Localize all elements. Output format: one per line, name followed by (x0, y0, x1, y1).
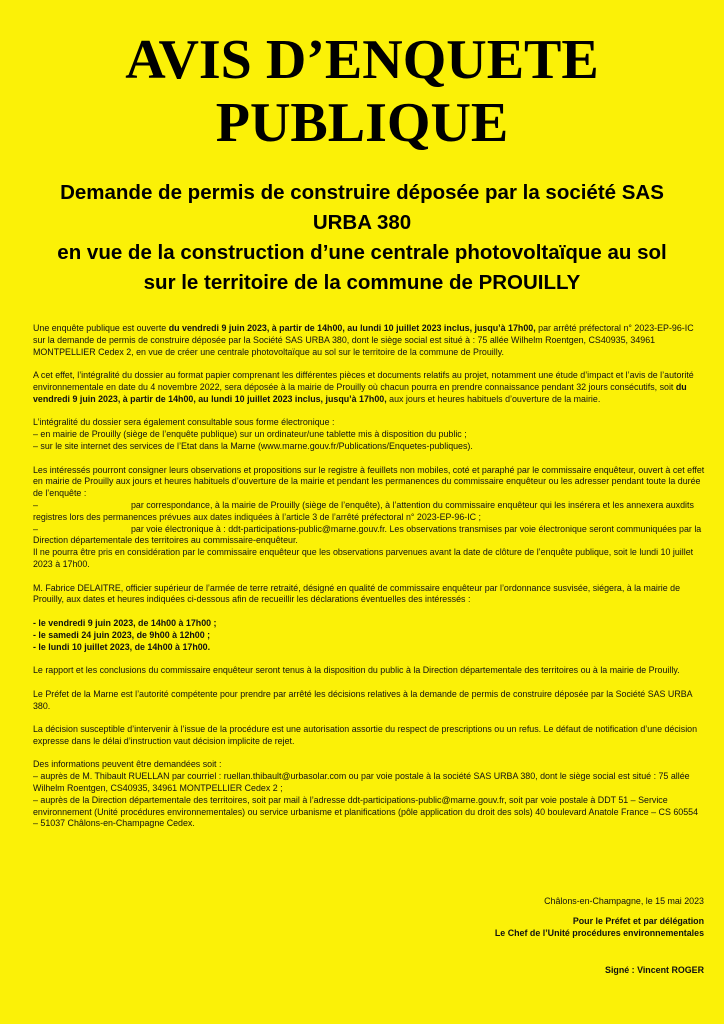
title-line-1: AVIS D’ENQUETE (125, 29, 599, 91)
paragraph-opening: Une enquête publique est ouverte du vendredi 9 juin 2023, à partir de 14h00, au lundi 10 juillet 2023 inclus, jusqu’à 17h00, par arrêté préfectoral n° 2023-EP-96-IC sur la demande de permis de construire déposée par la Société SAS URBA 380, dont le siège social est situé à : 75 allée Wilhelm Roentgen, CS40935, 34961 MONTPELLIER Cedex 2, en vue de créer une centrale photovoltaïque au sol sur le territoire de la commune de Prouilly. (33, 323, 694, 357)
subtitle (40, 178, 684, 298)
signature: Signé : Vincent ROGER (605, 965, 704, 975)
subtitle-line: en vue de la construction d’une centrale photovoltaïque au sol (57, 241, 667, 264)
title-line-2: PUBLIQUE (215, 92, 509, 154)
paragraph-dossier: A cet effet, l’intégralité du dossier au format papier comprenant les différentes pièces et documents relatifs au projet, notamment une étude d’impact et l’avis de l’autorité environnementale en date du 4 novembre 2022, sera déposée à la mairie de Prouilly où chacun pourra en prendre connaissance pendant 32 jours consécutifs, soit du vendredi 9 juin 2023, à partir de 14h00, au lundi 10 juillet 2023 inclus, jusqu’à 17h00, aux jours et heures habituels d’ouverture de la mairie. (33, 370, 694, 404)
notice-body (33, 323, 705, 842)
paragraph-observations: Les intéressés pourront consigner leurs observations et propositions sur le registre à feuillets non mobiles, coté et paraphé par le commissaire enquêteur, ouvert à cet effet en mairie de Prouilly aux jours et heures habituels d’ouverture de la mairie et pendant les permanences du commissaire enquêteur ou les adresser pendant toute la durée de l’enquête : – par correspondance, à la mairie de Prouilly (siège de l’enquête), à l’attention du commissaire enquêteur qui les insérera et les annexera auxdits registres lors des permanences prévues aux dates indiquées à l’article 3 de l’arrêté préfectoral n° 2023-EP-96-IC ; – par voie électronique à : ddt-participations-public@marne.gouv.fr. Les observations transmises par voie électronique seront communiquées par la Direction départementale des territoires au commissaire-enquêteur. Il ne pourra être pris en considération par le commissaire enquêteur que les observations parvenues avant la date de clôture de l’enquête publique, soit le lundi 10 juillet 2023 à 17h00. (33, 464, 705, 569)
paragraph-electronic: L’intégralité du dossier sera également consultable sous forme électronique : – en mairie de Prouilly (siège de l’enquête publique) sur un ordinateur/une tablette mis à disposition du public ; – sur le site internet des services de l’Etat dans la Marne (www.marne.gouv.fr/Publications/Enquetes-publiques). (33, 417, 473, 451)
paragraph-information: Des informations peuvent être demandées soit : – auprès de M. Thibault RUELLAN par courriel : ruellan.thibault@urbasolar.com ou par voie postale à la société SAS URBA 380, dont le siège social est situé : 75 allée Wilhelm Roentgen, CS40935, 34961 MONTPELLIER Cedex 2 ; – auprès de la Direction départementale des territoires, soit par mail à l’adresse ddt-participations-public@marne.gouv.fr, soit par voie postale à DDT 51 – Service environnement (Unité procédures environnementales) ou service urbanisme et planifications (pôle application du droit des sols) 40 boulevard Anatole France – CS 60554 – 51037 Châlons-en-Champagne Cedex. (33, 759, 705, 830)
subtitle-line: sur le territoire de la commune de PROUILLY (143, 271, 581, 294)
contact-link-email: – auprès de M. Thibault RUELLAN par courriel : ruellan.thibault@urbasolar.com ou par voie postale à la société SAS URBA 380, dont le siège social est situé : 75 allée Wilhelm Roentgen, CS40935, 34961 MONTPELLIER Cedex 2 ; (33, 771, 690, 794)
paragraph-commissioner: M. Fabrice DELAITRE, officier supérieur de l’armée de terre retraité, désigné en qualité de commissaire enquêteur par l’ordonnance susvisée, siégera, à la mairie de Prouilly, aux dates et heures indiquées ci-dessous afin de recueillir les déclarations éventuelles des intéressés : (33, 582, 681, 605)
subtitle-line: URBA 380 (312, 211, 412, 234)
paragraph-prefect: Le Préfet de la Marne est l’autorité compétente pour prendre par arrêté les décisions relatives à la demande de permis de construire déposée par la Société SAS URBA 380. (33, 688, 693, 711)
permanence-dates: - le vendredi 9 juin 2023, de 14h00 à 17h00 ; - le samedi 24 juin 2023, de 9h00 à 12h00 ; - le lundi 10 juillet 2023, de 14h00 à 17h00. (33, 617, 217, 652)
paragraph-decision: La décision susceptible d’intervenir à l’issue de la procédure est une autorisation assortie du respect de prescriptions ou un refus. Le défaut de notification d’une décision expresse dans le délai d’instruction vaut décision implicite de rejet. (33, 724, 698, 746)
delegation-block: Pour le Préfet et par délégation Le Chef de l’Unité procédures environnementales (494, 916, 704, 938)
paragraph-report: Le rapport et les conclusions du commissaire enquêteur seront tenus à la disposition du public à la Direction départementale des territoires ou à la mairie de Prouilly. (33, 665, 680, 676)
place-date: Châlons-en-Champagne, le 15 mai 2023 (544, 896, 704, 906)
subtitle-line: Demande de permis de construire déposée par la société SAS (60, 181, 664, 204)
